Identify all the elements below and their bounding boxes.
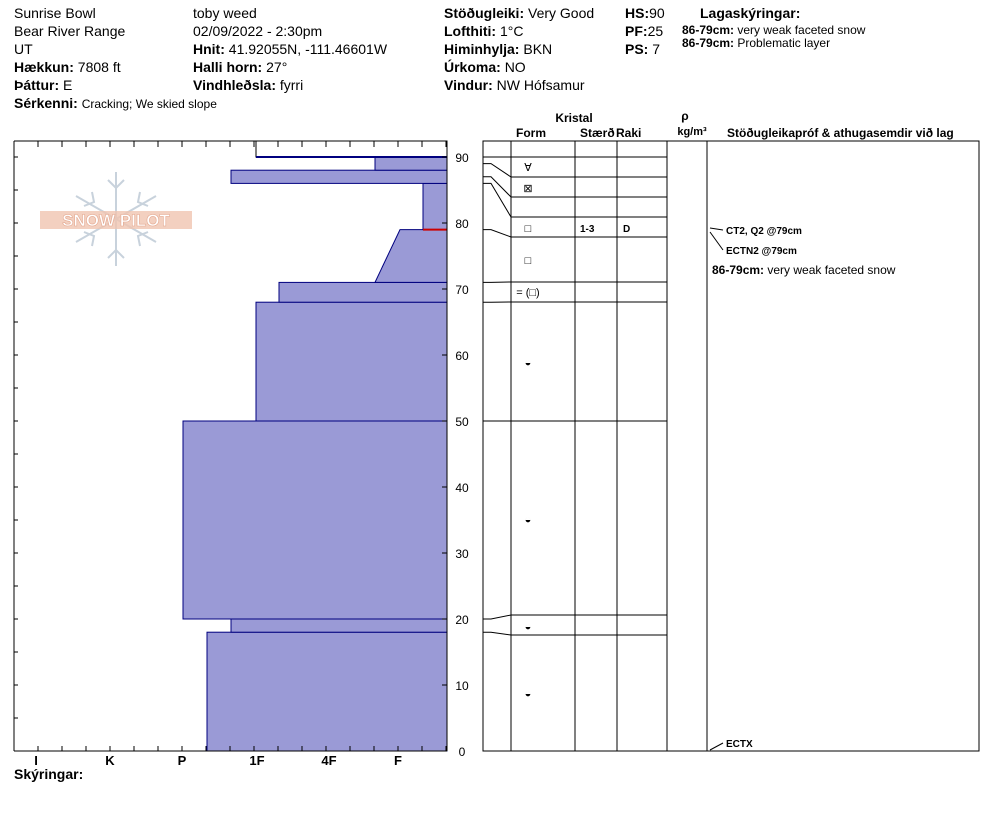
- pf-value: 25: [647, 23, 664, 39]
- depth-connector-1: [483, 164, 511, 177]
- slope-label: Halli horn:: [193, 59, 263, 75]
- aspect-value: E: [63, 77, 73, 93]
- density-unit: kg/m³: [677, 126, 707, 138]
- depth-tick-label-20: 20: [455, 613, 469, 627]
- range-name: Bear River Range: [14, 23, 126, 39]
- air-temp-value: 1°C: [499, 23, 524, 39]
- layer-note-1-text: very weak faceted snow: [737, 23, 866, 37]
- stability-label: Stöðugleiki:: [444, 5, 525, 21]
- depth-connector-4: [483, 230, 511, 237]
- sky-value: BKN: [523, 41, 553, 57]
- hardness-layer-2: [231, 619, 447, 632]
- test-arrow-1: [710, 228, 723, 230]
- grain-moisture-3: D: [623, 224, 631, 235]
- elevation-label: Hækkun:: [14, 59, 74, 75]
- air-temp-label: Lofthiti:: [444, 23, 497, 39]
- depth-tick-label-80: 80: [455, 217, 469, 231]
- hs-label: HS:: [625, 5, 650, 21]
- grain-form-3: □: [524, 223, 532, 235]
- wind-loading-label: Vindhleðsla:: [193, 77, 276, 93]
- hardness-layer-4: [256, 302, 447, 421]
- grain-form-7: ◒: [524, 514, 532, 526]
- layer-note-2-text: Problematic layer: [737, 36, 831, 50]
- depth-tick-label-60: 60: [455, 349, 469, 363]
- hardness-layer-3: [183, 421, 447, 619]
- grain-form-4: □: [524, 255, 532, 267]
- depth-tick-label-70: 70: [455, 283, 469, 297]
- aspect-label: Þáttur:: [14, 77, 60, 93]
- layer-note-1-range: 86-79cm:: [682, 23, 735, 37]
- precip-label: Úrkoma:: [444, 59, 501, 75]
- hardness-label-F: F: [394, 753, 402, 768]
- depth-tick-label-0: 0: [458, 745, 466, 759]
- coords-label: Hnit:: [193, 41, 225, 57]
- stability-value: Very Good: [528, 5, 595, 21]
- test-arrow-3: [710, 743, 723, 750]
- depth-tick-label-90: 90: [455, 151, 469, 165]
- explanations-label: Skýringar:: [14, 766, 84, 782]
- ps-value: 7: [652, 41, 661, 57]
- form-header: Form: [516, 126, 546, 140]
- hardness-label-K: K: [105, 753, 115, 768]
- pf-label: PF:: [625, 23, 648, 39]
- hardness-layer-6: [375, 230, 447, 283]
- hardness-label-P: P: [177, 753, 187, 768]
- grain-form-9: ◒: [524, 688, 532, 700]
- depth-tick-label-40: 40: [455, 481, 469, 495]
- depth-tick-label-50: 50: [455, 415, 469, 429]
- features-value: Cracking; We skied slope: [81, 97, 217, 111]
- wind-label: Vindur:: [444, 77, 493, 93]
- layer-note-2-range: 86-79cm:: [682, 36, 735, 50]
- hardness-label-4F: 4F: [321, 753, 337, 768]
- depth-tick-label-30: 30: [455, 547, 469, 561]
- observation-datetime: 02/09/2022 - 2:30pm: [193, 23, 323, 39]
- grain-form-5: = (□): [516, 287, 540, 299]
- hardness-label-I: I: [34, 753, 38, 768]
- depth-connector-9: [483, 632, 511, 635]
- elevation-value: 7808 ft: [77, 59, 121, 75]
- state-name: UT: [14, 41, 33, 57]
- wind-value: NW Hófsamur: [496, 77, 585, 93]
- layer-comment-range: 86-79cm:: [712, 263, 768, 277]
- tests-header: Stöðugleikapróf & athugasemdir við lag: [727, 126, 954, 140]
- depth-connector-8: [483, 615, 511, 619]
- test-label-1: CT2, Q2 @79cm: [726, 226, 802, 237]
- grain-symbols: [516, 162, 630, 700]
- grain-size-3: 1-3: [580, 224, 595, 235]
- test-arrow-2: [710, 232, 723, 250]
- observer-name: toby weed: [193, 5, 257, 21]
- location-name: Sunrise Bowl: [14, 5, 96, 21]
- crystal-header: Kristal: [555, 111, 593, 125]
- layer-comment-text: very weak faceted snow: [767, 263, 896, 277]
- size-header: Stærð: [580, 126, 615, 140]
- layers-title-text: Lagaskýringar:: [700, 5, 801, 21]
- ps-label: PS:: [625, 41, 649, 57]
- grain-form-8: ◒: [524, 621, 532, 633]
- hardness-layer-1: [207, 632, 447, 751]
- grain-form-2: ⊠: [523, 183, 533, 195]
- test-label-2: ECTN2 @79cm: [726, 246, 797, 257]
- stability-tests: [710, 226, 896, 750]
- layer-comment-1: [712, 263, 896, 277]
- precip-value: NO: [504, 59, 526, 75]
- hardness-layer-5: [279, 282, 447, 302]
- moisture-header: Raki: [616, 126, 642, 140]
- test-label-3: ECTX: [726, 739, 753, 750]
- depth-tick-label-10: 10: [455, 679, 469, 693]
- grain-form-1: ∀: [524, 162, 532, 174]
- hardness-label-1F: 1F: [249, 753, 265, 768]
- table-headers: [516, 109, 954, 140]
- features-label: Sérkenni:: [14, 95, 78, 111]
- hardness-layer-8: [231, 170, 447, 183]
- hs-value: 90: [649, 5, 665, 21]
- coords-value: 41.92055N, -111.46601W: [228, 41, 388, 57]
- hardness-layer-9: [375, 157, 447, 170]
- sky-label: Himinhylja:: [444, 41, 520, 57]
- logo-text: SNOW PILOT: [62, 211, 170, 230]
- density-symbol: ρ: [681, 109, 689, 123]
- top-box: [256, 141, 447, 157]
- depth-connector-3: [483, 183, 511, 217]
- slope-value: 27°: [266, 59, 288, 75]
- grain-form-6: ◒: [524, 357, 532, 369]
- wind-loading-value: fyrri: [279, 77, 304, 93]
- hardness-layers: [183, 141, 447, 751]
- snowpilot-logo: [40, 172, 192, 266]
